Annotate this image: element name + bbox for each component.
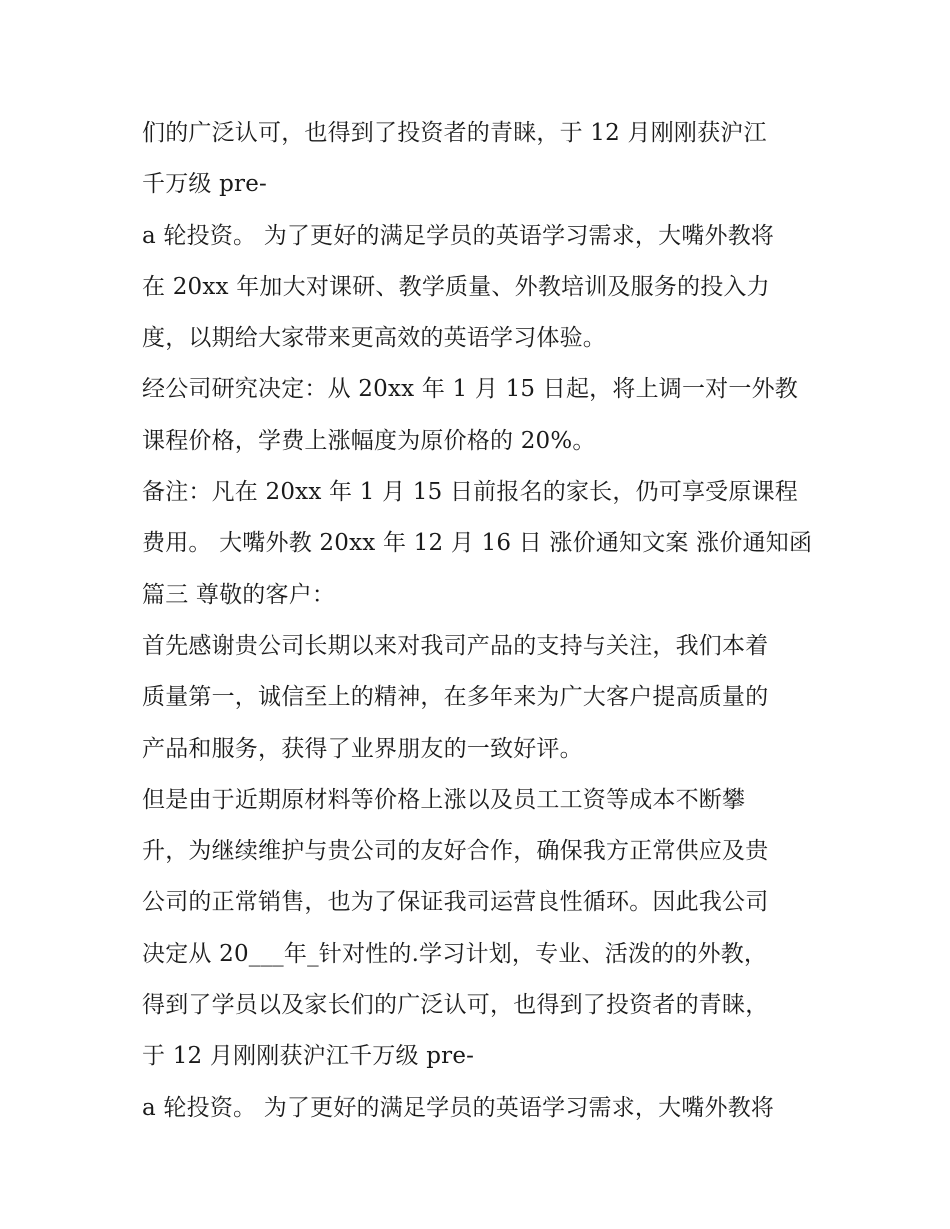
text-line: 课程价格，学费上涨幅度为原价格的 20%。 — [142, 427, 596, 454]
text-line: 质量第一，诚信至上的精神，在多年来为广大客户提高质量的 — [142, 684, 769, 711]
text-line: 们的广泛认可，也得到了投资者的青睐，于 12 月刚刚获沪江 — [142, 120, 767, 146]
text-line: 公司的正常销售，也为了保证我司运营良性循环。因此我公司 — [142, 889, 769, 916]
text-line: 首先感谢贵公司长期以来对我司产品的支持与关注，我们本着 — [142, 632, 769, 659]
text-line: 经公司研究决定：从 20xx 年 1 月 15 日起，将上调一对一外教 — [142, 376, 798, 403]
text-line: 于 12 月刚刚获沪江千万级 pre- — [142, 1043, 475, 1070]
text-line: a 轮投资。 为了更好的满足学员的英语学习需求，大嘴外教将 — [142, 1094, 775, 1121]
document-body — [142, 108, 842, 1134]
text-line: 费用。 大嘴外教 20xx 年 12 月 16 日 涨价通知文案 涨价通知函 — [142, 530, 813, 557]
text-line: 但是由于近期原材料等价格上涨以及员工工资等成本不断攀 — [142, 786, 746, 813]
text-line: 决定从 20___年_针对性的.学习计划，专业、活泼的的外教， — [142, 940, 768, 967]
text-line: 产品和服务，获得了业界朋友的一致好评。 — [142, 735, 583, 762]
text-line: 千万级 pre- — [142, 171, 268, 198]
text-line: a 轮投资。 为了更好的满足学员的英语学习需求，大嘴外教将 — [142, 222, 775, 249]
text-line: 得到了学员以及家长们的广泛认可，也得到了投资者的青睐， — [142, 992, 769, 1019]
section-heading-line: 篇三 尊敬的客户： — [142, 581, 336, 608]
text-line: 在 20xx 年加大对课研、教学质量、外教培训及服务的投入力 — [142, 273, 770, 300]
text-line: 度，以期给大家带来更高效的英语学习体验。 — [142, 325, 606, 352]
text-line: 备注：凡在 20xx 年 1 月 15 日前报名的家长，仍可享受原课程 — [142, 479, 798, 506]
text-line: 升，为继续维护与贵公司的友好合作，确保我方正常供应及贵 — [142, 838, 769, 865]
